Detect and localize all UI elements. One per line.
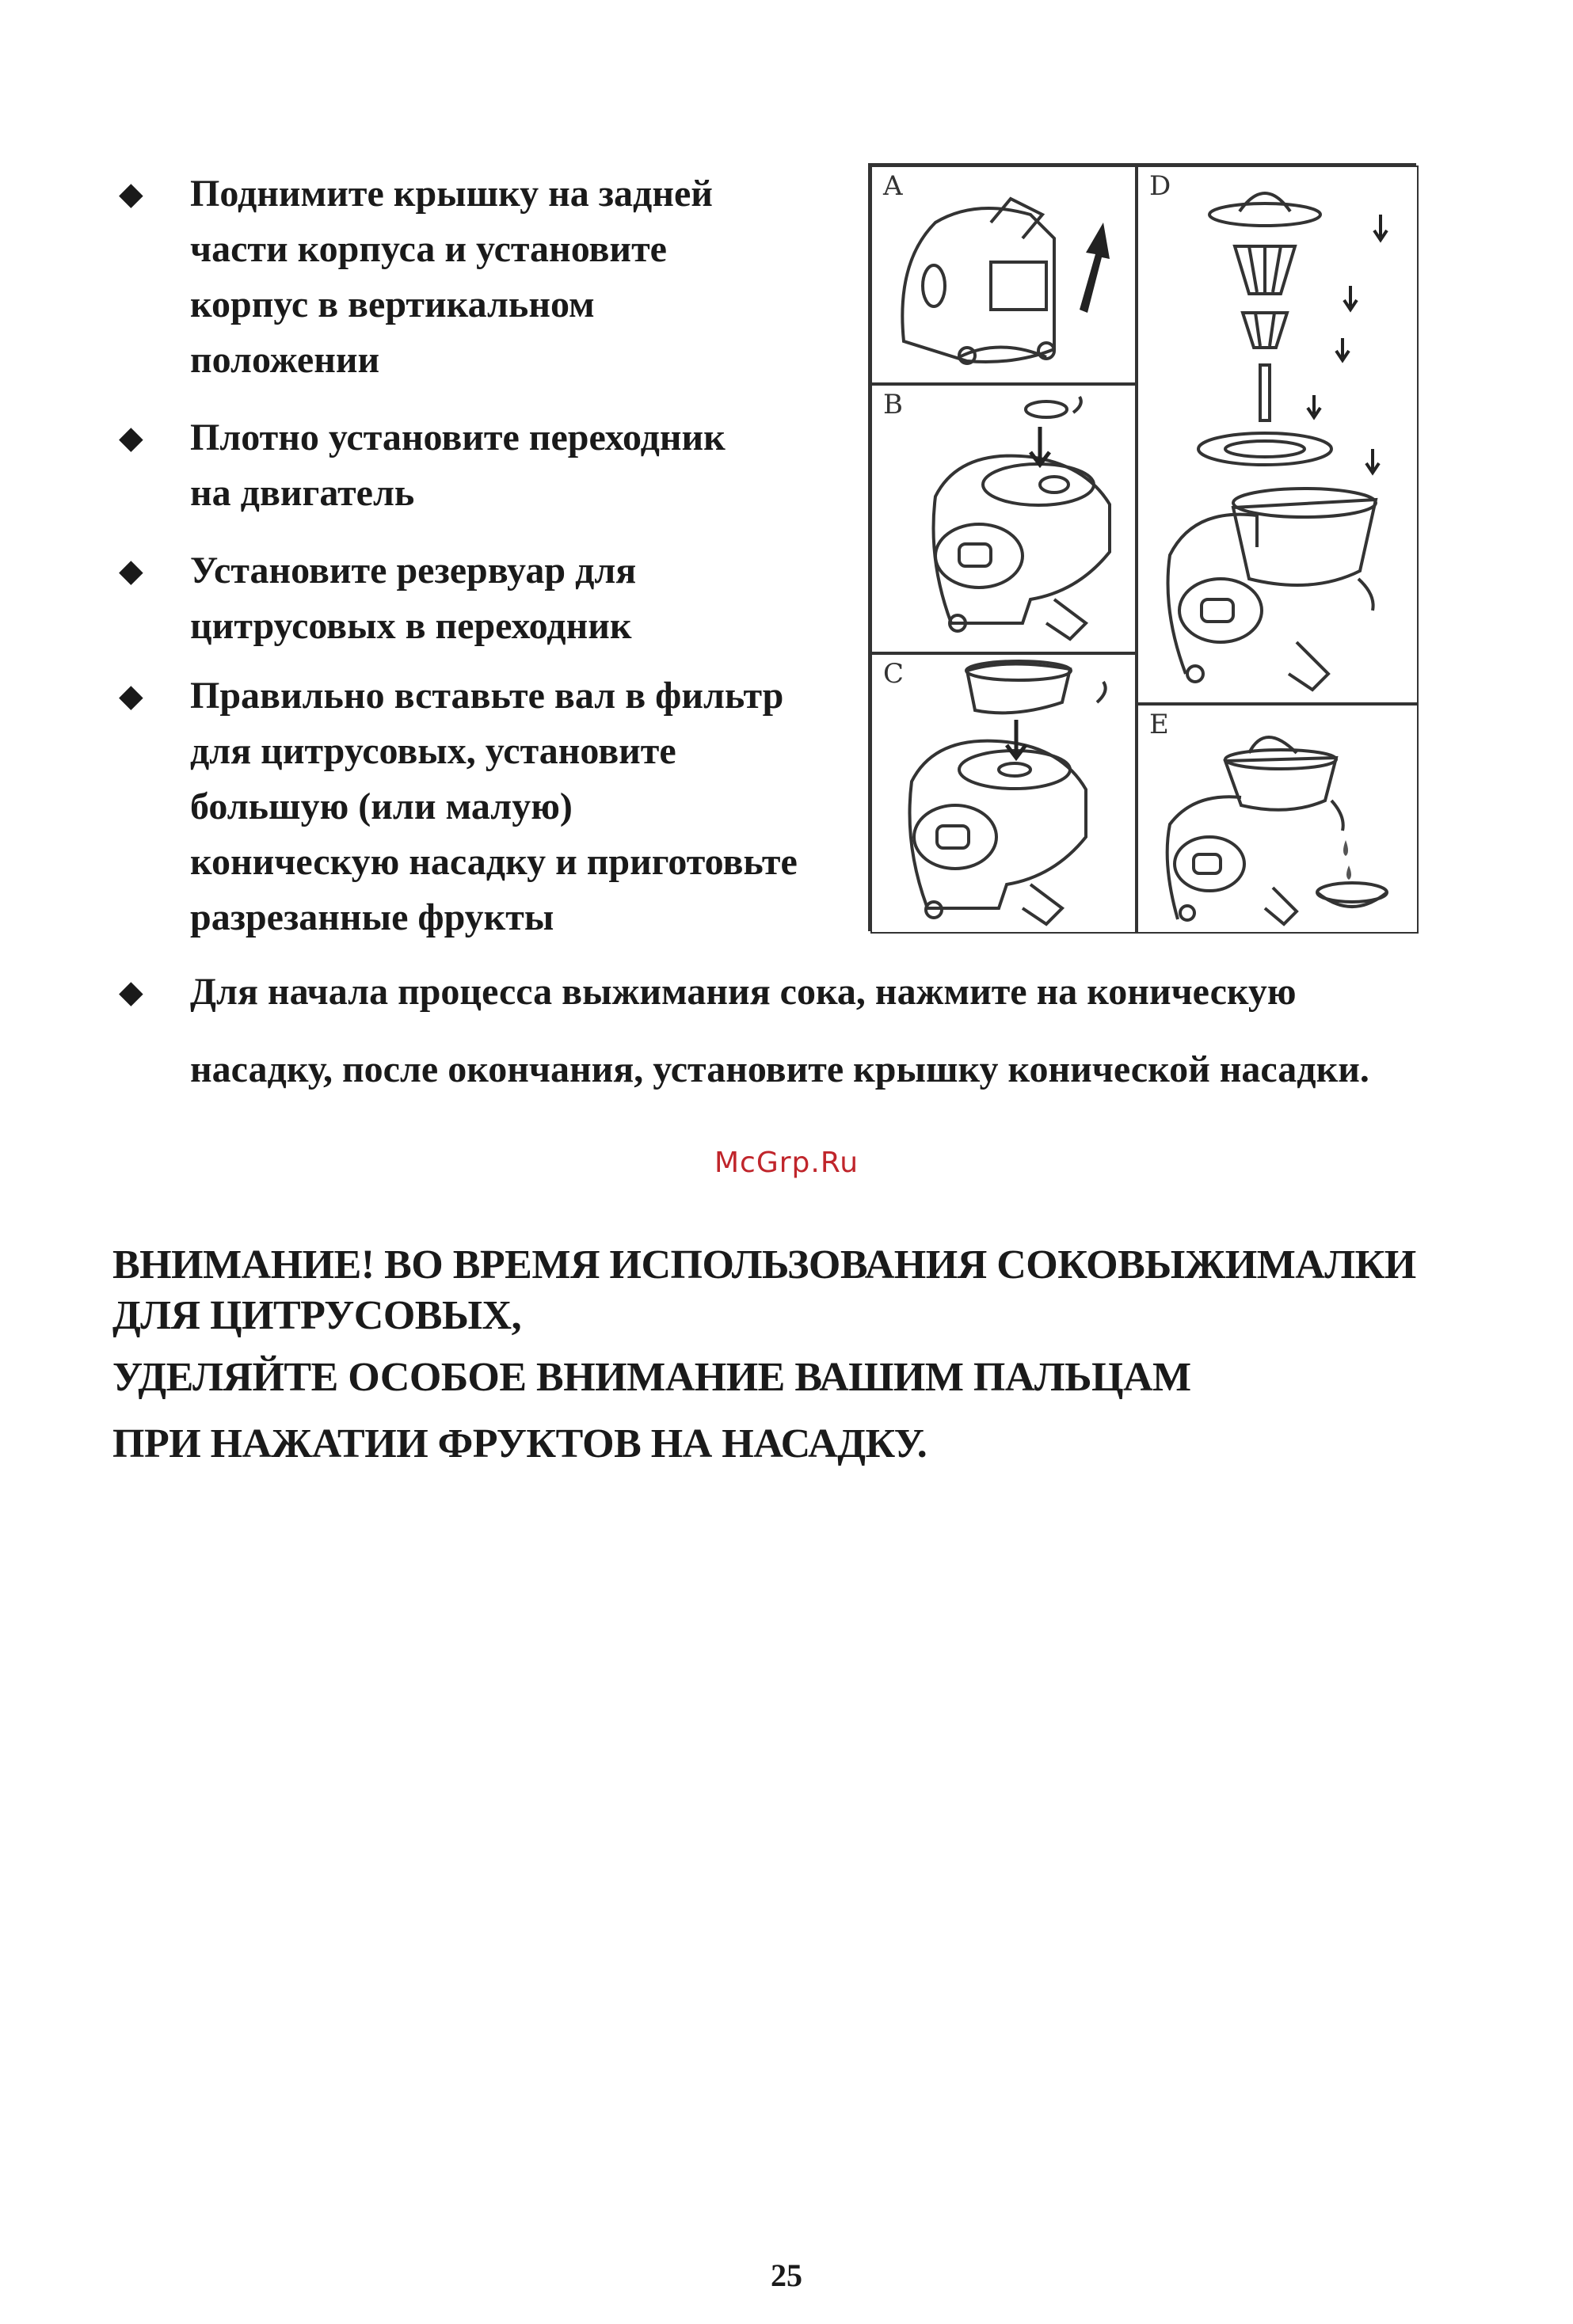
exploded-parts-illustration: [1138, 167, 1420, 706]
instruction-line: Поднимите крышку на задней: [190, 173, 713, 215]
bullet-diamond-icon: ◆: [119, 678, 143, 713]
reservoir-install-illustration: [872, 655, 1138, 935]
panel-label: D: [1149, 170, 1171, 202]
juicer-lid-open-illustration: [872, 167, 1138, 386]
instruction-line: насадку, после окончания, установите крышку конической насадки.: [190, 1048, 1369, 1090]
watermark: McGrp.Ru: [714, 1147, 859, 1179]
bullet-diamond-icon: ◆: [119, 420, 143, 455]
adapter-install-illustration: [872, 386, 1138, 655]
instruction-line: большую (или малую): [190, 785, 573, 827]
instruction-line: Установите резервуар для: [190, 550, 637, 591]
instruction-line: на двигатель: [190, 472, 415, 514]
bullet-diamond-icon: ◆: [119, 553, 143, 588]
instruction-line: Правильно вставьте вал в фильтр: [190, 675, 784, 717]
panel-label: A: [883, 170, 903, 202]
instruction-item: [119, 166, 966, 388]
instruction-item: [119, 410, 966, 521]
page-number: 25: [771, 2257, 802, 2293]
figure-panel-d: [1137, 165, 1419, 704]
bullet-diamond-icon: ◆: [119, 974, 143, 1010]
instruction-item: [119, 668, 966, 945]
figure-panel-a: [870, 165, 1137, 384]
warning-line: УДЕЛЯЙТЕ ОСОБОЕ ВНИМАНИЕ ВАШИМ ПАЛЬЦАМ: [112, 1355, 1191, 1400]
warning-notice: [112, 1240, 1506, 1470]
instruction-line: разрезанные фрукты: [190, 896, 554, 938]
figure-panel-b: [870, 384, 1137, 653]
warning-line: ДЛЯ ЦИТРУСОВЫХ,: [112, 1293, 522, 1338]
figure-panel-c: [870, 653, 1137, 934]
instruction-line: коническую насадку и приготовьте: [190, 841, 798, 883]
instruction-line: корпус в вертикальном: [190, 283, 595, 325]
warning-line: ВНИМАНИЕ! ВО ВРЕМЯ ИСПОЛЬЗОВАНИЯ СОКОВЫЖИМАЛКИ: [112, 1242, 1416, 1288]
bullet-diamond-icon: ◆: [119, 176, 143, 211]
figure-panel-e: [1137, 704, 1419, 934]
instruction-line: положении: [190, 339, 380, 381]
panel-label: C: [883, 658, 905, 690]
assembly-figure: [868, 163, 1416, 931]
instruction-line: для цитрусовых, установите: [190, 730, 676, 772]
panel-label: B: [883, 389, 903, 420]
instruction-line: Для начала процесса выжимания сока, нажмите на коническую: [190, 971, 1297, 1013]
juicing-illustration: [1138, 706, 1420, 935]
panel-label: E: [1149, 709, 1169, 740]
instruction-item: [119, 964, 1513, 1097]
instruction-item: [119, 543, 966, 654]
instruction-line: цитрусовых в переходник: [190, 605, 632, 647]
warning-line: ПРИ НАЖАТИИ ФРУКТОВ НА НАСАДКУ.: [112, 1421, 927, 1466]
instruction-line: Плотно установите переходник: [190, 416, 726, 458]
instruction-line: части корпуса и установите: [190, 228, 667, 270]
